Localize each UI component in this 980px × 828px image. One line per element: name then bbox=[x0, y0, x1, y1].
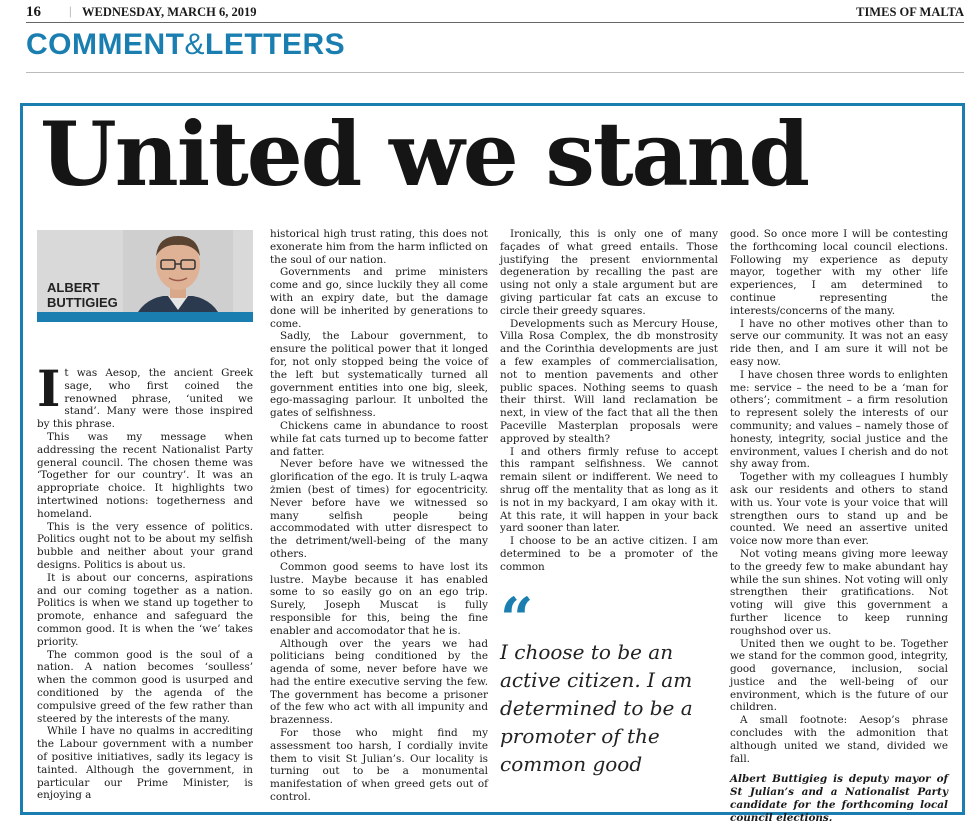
paragraph: Developments such as Mercury House, Villa Rosa Complex, the db monstrosity and the Corinthia developments are just a few examples of commercialisation, not to mention pavements and other public spaces. Nothing seems to quash their thirst. Will land reclamation be next, in view of the fact that all the then Paceville Masterplan proposals were approved by stealth? bbox=[500, 317, 718, 445]
article-column-1 bbox=[37, 359, 253, 802]
paragraph: Governments and prime ministers come and go, since luckily they all come with an expiry date, but the damage done will be inherited by generations to come. bbox=[270, 266, 488, 330]
article-column-3 bbox=[500, 228, 718, 574]
paragraph: While I have no qualms in accrediting the Labour government with a number of positive initiatives, sadly its legacy is tainted. Although the government, in particular our Prime Minister, is enjoying a bbox=[37, 725, 253, 802]
paragraph: Chickens came in abundance to roost while fat cats turned up to become fatter and fatter. bbox=[270, 419, 488, 458]
pull-quote-text: I choose to be an active citizen. I am determined to be a promoter of the common good bbox=[500, 640, 693, 776]
page-number: 16 bbox=[26, 4, 41, 20]
paragraph: This is the very essence of politics. Politics ought not to be about my selfish bubble and neither about your grand designs. Politics is about us. bbox=[37, 520, 253, 571]
paragraph: It is about our concerns, aspirations and our coming together as a nation. Politics is when we stand up together to promote, enhance and safeguard the common good. It is when the ‘we’ takes priority. bbox=[37, 571, 253, 648]
masthead-rule bbox=[26, 22, 964, 23]
quote-mark-icon: “ bbox=[500, 585, 534, 653]
paragraph: good. So once more I will be contesting the forthcoming local council elections. Following my experience as deputy mayor, together with my other life experiences, I am determined to continue representing the interests/concerns of the many. bbox=[730, 228, 948, 317]
paragraph: Together with my colleagues I humbly ask our residents and others to stand with us. Your vote is your voice that will strengthen ours to stand up and be counted. We need an assertive united voice now more than ever. bbox=[730, 471, 948, 548]
masthead bbox=[26, 4, 964, 22]
paragraph: I have chosen three words to enlighten me: service – the need to be a ‘man for others’; commitment – a firm resolution to represent solely the interests of our community; and values – namely those of honesty, integrity, social justice and the environment, values I cherish and do not shy away from. bbox=[730, 368, 948, 471]
paragraph: Not voting means giving more leeway to the greedy few to make abundant hay while the sun shines. Not voting will only strengthen their gratifications. Not voting will give this government a further licence to keep running roughshod over us. bbox=[730, 547, 948, 637]
article-column-4 bbox=[730, 228, 948, 825]
section-title-amp: & bbox=[184, 28, 205, 61]
section-title-part2: LETTERS bbox=[205, 28, 346, 61]
author-photo bbox=[123, 230, 233, 322]
paragraph: historical high trust rating, this does not exonerate him from the harm inflicted on the soul of our nation. bbox=[270, 228, 488, 266]
author-name bbox=[47, 280, 118, 310]
author-byline bbox=[37, 230, 253, 322]
drop-cap: I bbox=[37, 359, 61, 418]
paragraph: Sadly, the Labour government, to ensure the political power that it longed for, not only stopped being the voice of the left but systematically turned all government entities into one big, sleek, ego-massaging parlour. It unbolted the gates of selfishness. bbox=[270, 330, 488, 420]
paragraph: The common good is the soul of a nation. A nation becomes ‘soulless’ when the common good is usurped and conditioned by the agenda of the compulsive greed of the few rather than steered by the interests of the many. bbox=[37, 648, 253, 725]
paragraph: I choose to be an active citizen. I am determined to be a promoter of the common bbox=[500, 535, 718, 573]
section-title-part1: COMMENT bbox=[26, 28, 185, 61]
paragraph: Never before have we witnessed the glorification of the ego. It is truly L-aqwa żmien (best of times) for egocentricity. Never before have we witnessed so many selfish people being accommodated with utter disrespect to the detriment/well-being of the many others. bbox=[270, 458, 488, 560]
paragraph: Although over the years we had politicians being conditioned by the agenda of some, never before have we had the entire executive serving the few. The government has become a prisoner of the few who act with all impunity and brazenness. bbox=[270, 637, 488, 727]
paragraph: Common good seems to have lost its lustre. Maybe because it has enabled some to so easily go on an ego trip. Surely, Joseph Muscat is fully responsible for this, being the fine enabler and accomodator that he is. bbox=[270, 560, 488, 637]
paragraph: I and others firmly refuse to accept this rampant selfishness. We cannot remain silent or indifferent. We need to shrug off the mentality that as long as it is not in my backyard, I am okay with it. At this rate, it will happen in your back yard sooner than later. bbox=[500, 445, 718, 535]
paragraph: Ironically, this is only one of many façades of what greed entails. Those justifying the present enviornmental degeneration by recalling the past are using not only a stale argument but are giving particular fat cats an excuse to circle their greedy squares. bbox=[500, 228, 718, 317]
paragraph: United then we ought to be. Together we stand for the common good, integrity, good governance, inclusion, social justice and the well-being of our environment, which is the future of our children. bbox=[730, 637, 948, 714]
publication-name: TIMES OF MALTA bbox=[856, 5, 964, 19]
paragraph bbox=[37, 359, 253, 431]
section-title bbox=[26, 28, 345, 62]
paragraph: I have no other motives other than to serve our community. It was not an easy ride then, and I am sure it will not be easy now. bbox=[730, 317, 948, 368]
paragraph: A small footnote: Aesop’s phrase concludes with the admonition that although united we stand, divided we fall. bbox=[730, 714, 948, 765]
author-bio: Albert Buttigieg is deputy mayor of St Julian’s and a Nationalist Party candidate for the forthcoming local council elections. bbox=[730, 773, 948, 824]
paragraph: For those who might find my assessment too harsh, I cordially invite them to visit St Julian’s. Our locality is turning out to be a monumental manifestation of when greed gets out of control. bbox=[270, 727, 488, 804]
pull-quote bbox=[500, 585, 718, 778]
article-column-2 bbox=[270, 228, 488, 804]
section-rule bbox=[26, 72, 964, 73]
paragraph-text: t was Aesop, the ancient Greek sage, who first coined the renowned phrase, ‘united we stand’. Many were those inspired by this phrase. bbox=[37, 367, 253, 431]
issue-date: WEDNESDAY, MARCH 6, 2019 bbox=[82, 5, 257, 19]
paragraph: This was my message when addressing the recent Nationalist Party general council. The chosen theme was ‘Together for our country’. It was an appropriate choice. It highlights two intertwined notions: togetherness and homeland. bbox=[37, 430, 253, 520]
masthead-separator: | bbox=[69, 4, 72, 18]
author-name-line2: BUTTIGIEG bbox=[47, 295, 118, 310]
headline: United we stand bbox=[40, 102, 809, 206]
author-name-line1: ALBERT bbox=[47, 280, 100, 295]
author-name-bar bbox=[37, 312, 253, 322]
